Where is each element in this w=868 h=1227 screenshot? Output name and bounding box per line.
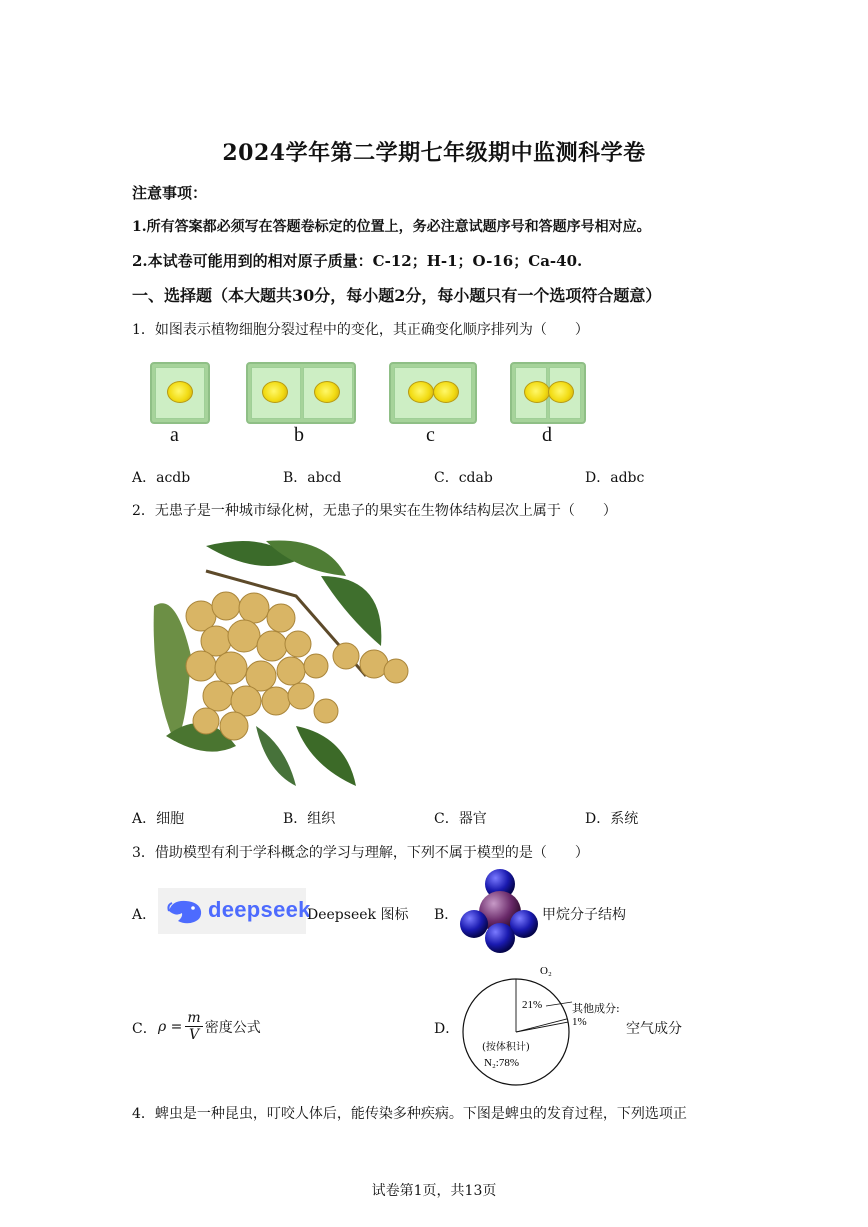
cell-label-d: d [542,424,552,446]
nucleus [548,381,574,403]
q1-option-b: B．abcd [283,470,342,486]
pie-n2-note: (按体积计) [482,1042,530,1053]
nucleus [408,381,434,403]
deepseek-logo [158,888,311,934]
formula-rho: ρ = [158,1018,183,1035]
page-title: 2024学年第二学期七年级期中监测科学卷 [222,140,646,166]
cell-a [150,362,210,424]
pie-other-value: 1% [572,1016,587,1028]
question-1-stem: 1．如图表示植物细胞分裂过程中的变化，其正确变化顺序排列为（ ） [132,322,589,338]
question-4-stem: 4．蜱虫是一种昆虫，叮咬人体后，能传染多种疾病。下图是蜱虫的发育过程，下列选项正 [132,1106,687,1122]
q2-option-a: A．细胞 [132,811,185,827]
formula-denominator: V [189,1027,200,1043]
whale-icon [166,897,204,925]
notice-item-1: 1.所有答案都必须写在答题卷标定的位置上，务必注意试题序号和答题序号相对应。 [132,219,651,235]
cell-division-figure [148,360,598,450]
q1-option-a: A．acdb [132,470,191,486]
pie-o2-value: 21% [522,999,543,1011]
section-heading: 一、选择题（本大题共30分，每小题2分，每小题只有一个选项符合题意） [132,286,662,305]
nucleus [433,381,459,403]
nucleus [167,381,193,403]
nucleus [262,381,288,403]
q3-option-b-text: 甲烷分子结构 [542,907,626,923]
formula-fraction [185,1010,202,1043]
question-3-stem: 3．借助模型有利于学科概念的学习与理解，下列不属于模型的是（ ） [132,845,589,861]
cell-b [246,362,356,424]
q3-option-c-prefix: C． [132,1021,157,1037]
page-footer: 试卷第1页，共13页 [371,1183,497,1199]
pie-slice-boundary-2 [516,1022,568,1032]
q2-option-c: C．器官 [434,811,487,827]
notice-item-2: 2.本试卷可能用到的相对原子质量：C-12；H-1；O-16；Ca-40. [132,252,583,270]
q3-option-d-prefix: D． [434,1021,460,1037]
methane-molecule-image [458,868,540,954]
question-2-stem: 2．无患子是一种城市绿化树，无患子的果实在生物体结构层次上属于（ ） [132,503,617,519]
q3-option-a-text: Deepseek 图标 [307,907,409,923]
soapberry-fruit-image [146,536,426,790]
q3-option-b-prefix: B． [434,907,459,923]
q3-option-c-text: 密度公式 [204,1019,261,1036]
q1-option-d: D．adbc [585,470,645,486]
q2-option-b: B．组织 [283,811,336,827]
cell-c [389,362,477,424]
pie-slice-boundary-1 [516,1019,567,1032]
cell-label-b: b [294,424,304,446]
notice-heading: 注意事项： [132,184,208,202]
cell-d [510,362,586,424]
q1-option-c: C．cdab [434,470,493,486]
air-composition-pie [456,960,626,1090]
pie-n2-value: N₂:78% [484,1057,519,1069]
cell-label-a: a [170,424,179,446]
q2-option-d: D．系统 [585,811,639,827]
density-formula [158,1010,261,1043]
q3-option-d-text: 空气成分 [626,1021,682,1037]
nucleus [524,381,550,403]
formula-numerator: m [187,1010,201,1026]
cell-label-c: c [426,424,435,446]
q3-option-a-prefix: A． [132,907,157,923]
deepseek-logo-text: deepseek [208,897,311,922]
pie-o2-label: O₂ [540,965,552,977]
pie-other-label: 其他成分: [572,1002,620,1015]
nucleus [314,381,340,403]
